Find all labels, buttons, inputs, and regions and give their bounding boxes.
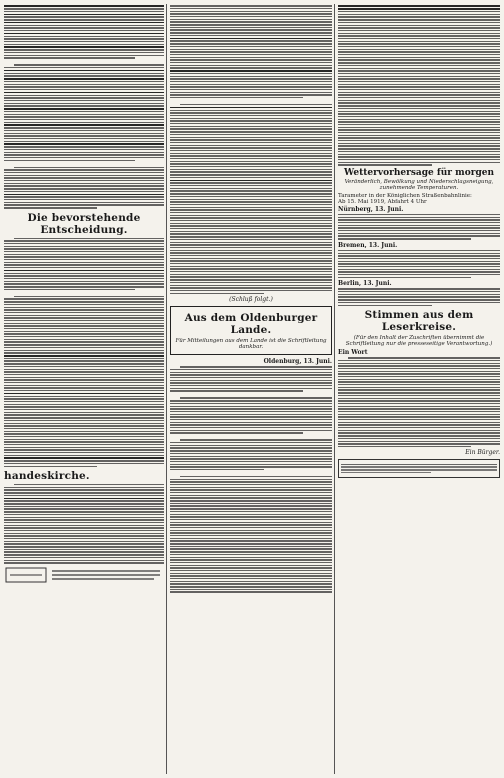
column-rule: [166, 4, 167, 774]
article-body: [170, 5, 332, 294]
letter-heading: Ein Wort: [338, 348, 368, 356]
letter-signature: Ein Bürger.: [465, 449, 500, 457]
article-body: [338, 250, 500, 278]
column-1: [4, 4, 164, 774]
stamp-graphic: [4, 566, 164, 584]
dateline: Bremen, 13. Juni.: [338, 241, 398, 249]
article-body: [338, 288, 500, 306]
dateline: Berlin, 13. Juni.: [338, 280, 392, 288]
section-subtitle: Für Mitteilungen aus dem Lande ist die Schriftleitung dankbar.: [175, 337, 327, 350]
article-body: [338, 5, 500, 165]
article-body: [4, 5, 164, 208]
section-oldenburg: [170, 306, 332, 355]
weather-title: Wettervorhersage für morgen: [343, 167, 495, 178]
headline-decision: Die bevorstehende Entscheidung.: [27, 211, 141, 236]
continued-note: (Schluß folgt.): [229, 295, 273, 303]
tram-note: Ab 15. Mai 1919, Abfahrt 4 Uhr: [338, 198, 427, 205]
column-2: [170, 4, 332, 774]
dateline: Nürnberg, 13. Juni.: [338, 205, 404, 213]
article-body: [4, 484, 164, 564]
headline-reader-voices: Stimmen aus dem Leserkreise.: [364, 308, 474, 333]
article-body: [338, 214, 500, 240]
advertisement-box: [338, 459, 500, 477]
reader-voices-disclaimer: (Für den Inhalt der Zuschriften übernimmt die Schriftleitung nur die presseseitige Verantwortung.): [345, 334, 493, 347]
headline-church: handeskirche.: [4, 470, 90, 483]
article-body: [338, 357, 500, 447]
column-rule: [334, 4, 335, 774]
column-3: [338, 4, 500, 774]
dateline: Oldenburg, 13. Juni.: [263, 357, 332, 365]
tram-label: Tarameter in der Königlichen Straßenbahnlinie:: [338, 192, 472, 199]
section-title: Aus dem Oldenburger Lande.: [184, 311, 318, 336]
weather-forecast: Veränderlich, Bewölkung und Niederschlagsneigung, zunehmende Temperaturen.: [344, 178, 494, 191]
article-body: [170, 366, 332, 593]
article-body: [4, 238, 164, 468]
